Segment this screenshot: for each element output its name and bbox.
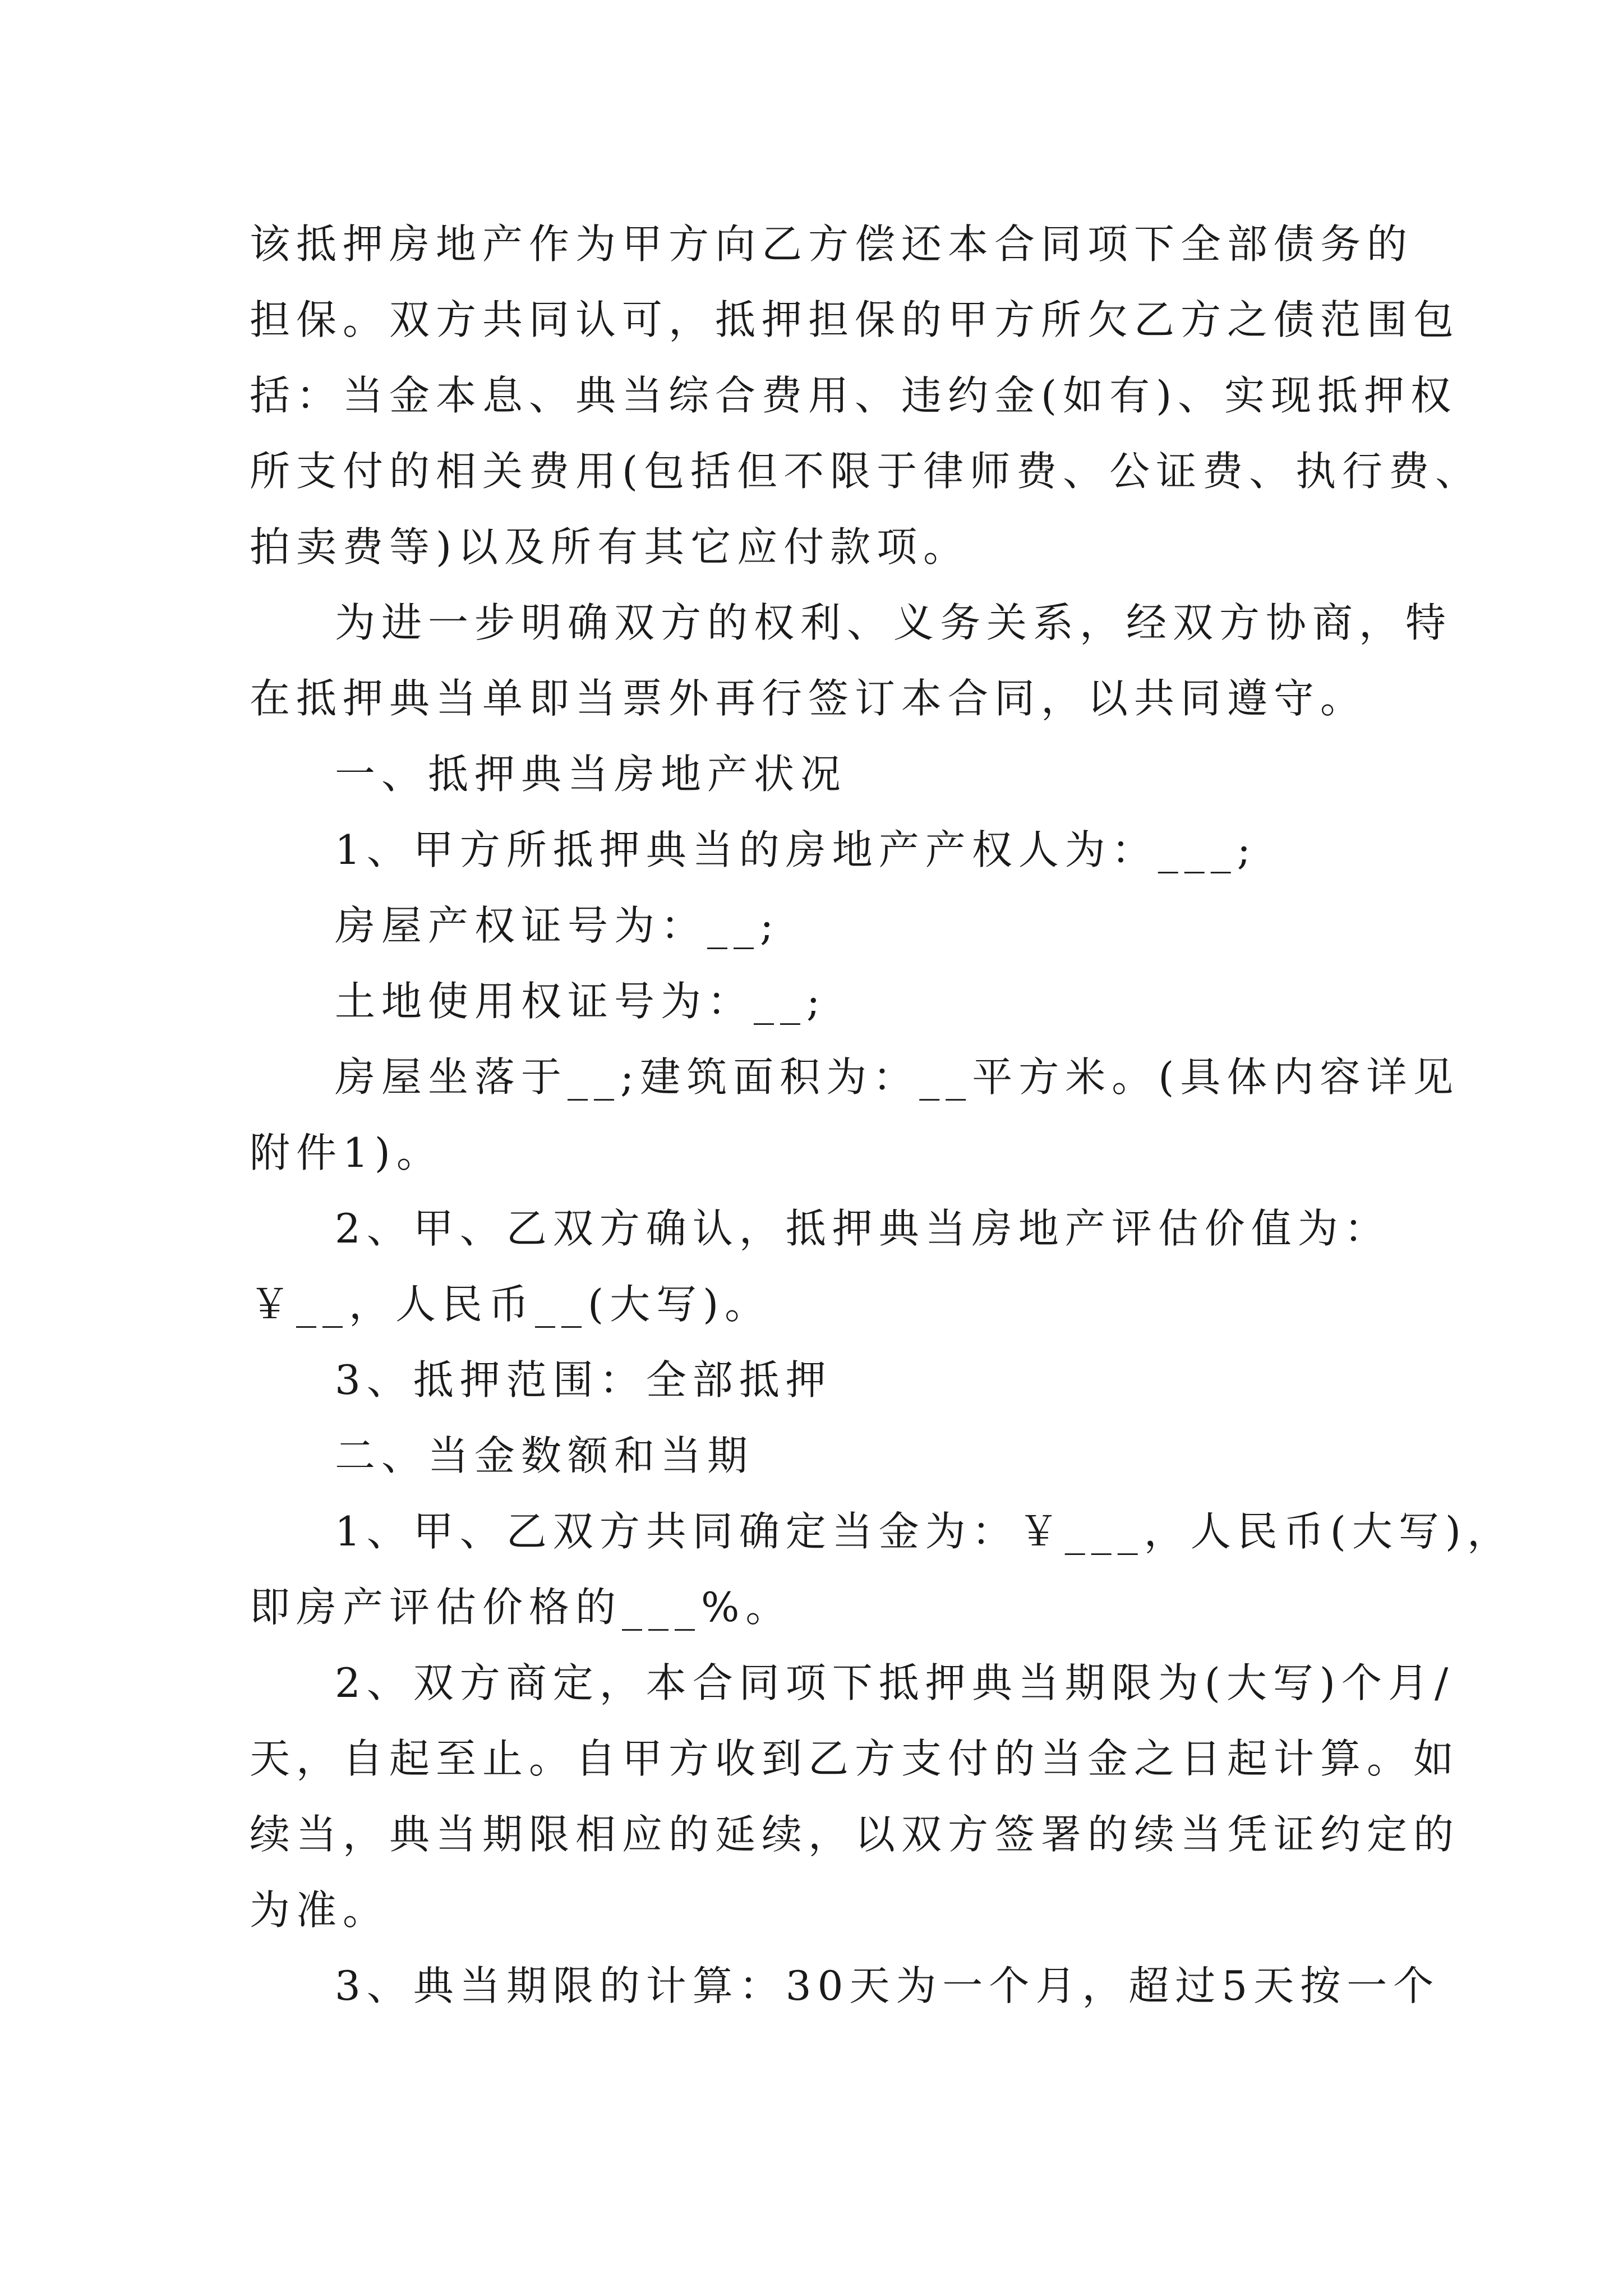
paragraph-line: 即房产评估价格的___%。 xyxy=(250,1584,792,1631)
paragraph-line: 2、双方商定，本合同项下抵押典当期限为(大写)个月/ xyxy=(335,1659,1455,1706)
paragraph-line: 土地使用权证号为：__; xyxy=(335,978,827,1025)
paragraph-line: 1、甲、乙双方共同确定当金为：￥___，人民币(大写)， xyxy=(335,1508,1514,1555)
paragraph-line: 天，自起至止。自甲方收到乙方支付的当金之日起计算。如 xyxy=(250,1735,1460,1782)
paragraph-line: 括：当金本息、典当综合费用、违约金(如有)、实现抵押权 xyxy=(250,372,1458,419)
paragraph-line: 3、典当期限的计算：30天为一个月，超过5天按一个 xyxy=(335,1962,1440,2009)
paragraph-line: ￥__，人民币__(大写)。 xyxy=(250,1281,772,1328)
paragraph-line: 为进一步明确双方的权利、义务关系，经双方协商，特 xyxy=(335,599,1453,646)
section-heading: 一、抵押典当房地产状况 xyxy=(335,751,847,798)
paragraph-line: 房屋坐落于__;建筑面积为：__平方米。(具体内容详见 xyxy=(335,1053,1460,1101)
paragraph-line: 2、甲、乙双方确认，抵押典当房地产评估价值为： xyxy=(335,1205,1391,1252)
paragraph-line: 该抵押房地产作为甲方向乙方偿还本合同项下全部债务的 xyxy=(250,220,1414,268)
paragraph-line: 3、抵押范围：全部抵押 xyxy=(335,1356,832,1404)
paragraph-line: 1、甲方所抵押典当的房地产产权人为：___; xyxy=(335,826,1257,873)
paragraph-line: 所支付的相关费用(包括但不限于律师费、公证费、执行费、 xyxy=(250,448,1482,495)
paragraph-line: 在抵押典当单即当票外再行签订本合同，以共同遵守。 xyxy=(250,675,1367,722)
paragraph-line: 房屋产权证号为：__; xyxy=(335,902,780,949)
paragraph-line: 拍卖费等)以及所有其它应付款项。 xyxy=(250,523,970,570)
paragraph-line: 为准。 xyxy=(250,1887,390,1934)
paragraph-line: 续当，典当期限相应的延续，以双方签署的续当凭证约定的 xyxy=(250,1811,1460,1858)
paragraph-line: 附件1)。 xyxy=(250,1129,443,1176)
paragraph-line: 担保。双方共同认可，抵押担保的甲方所欠乙方之债范围包 xyxy=(250,296,1460,343)
section-heading: 二、当金数额和当期 xyxy=(335,1432,754,1479)
